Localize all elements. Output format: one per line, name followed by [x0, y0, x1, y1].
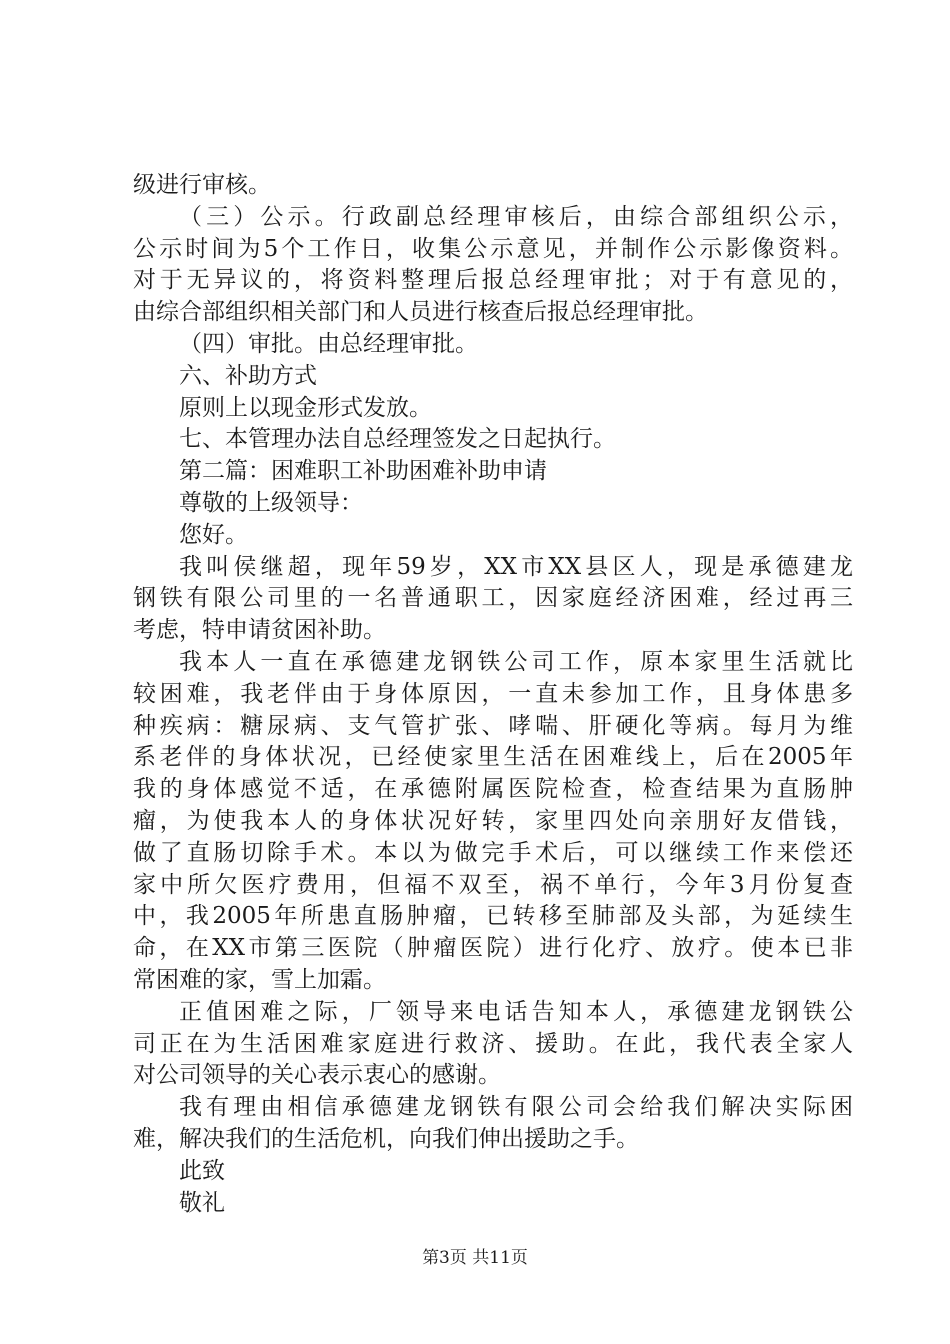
text-line: 由综合部组织相关部门和人员进行核查后报总经理审批。 — [133, 299, 708, 326]
text-line: 原则上以现金形式发放。 — [179, 394, 432, 421]
text-line: 级进行审核。 — [133, 172, 271, 198]
text-line: 考虑，特申请贫困补助。 — [133, 617, 386, 644]
text-line: 正值困难之际，厂领导来电话告知本人，承德建龙钢铁公 — [179, 998, 853, 1025]
text-line: 我叫侯继超，现年59岁，XX市XX县区人，现是承德建龙 — [179, 553, 853, 580]
text-line: 家中所欠医疗费用，但福不双至，祸不单行，今年3月份复查 — [133, 871, 853, 898]
chapter-heading: 第二篇：困难职工补助困难补助申请 — [179, 458, 547, 485]
text-line: 公示时间为5个工作日，收集公示意见，并制作公示影像资料。 — [133, 235, 853, 262]
text-line: 系老伴的身体状况，已经使家里生活在困难线上，后在2005年 — [133, 744, 853, 771]
text-line: 种疾病：糖尿病、支气管扩张、哮喘、肝硬化等病。每月为维 — [133, 712, 853, 739]
text-line: （四）审批。由总经理审批。 — [179, 330, 478, 357]
text-line: 司正在为生活困难家庭进行救济、援助。在此，我代表全家人 — [133, 1030, 853, 1057]
section-heading: 七、本管理办法自总经理签发之日起执行。 — [179, 426, 616, 453]
salutation: 尊敬的上级领导： — [179, 489, 363, 516]
text-line: 我有理由相信承德建龙钢铁有限公司会给我们解决实际困 — [179, 1094, 853, 1121]
text-line: 难，解决我们的生活危机，向我们伸出援助之手。 — [133, 1125, 639, 1152]
text-line: 我的身体感觉不适，在承德附属医院检查，检查结果为直肠肿 — [133, 776, 853, 803]
text-line: 对公司领导的关心表示衷心的感谢。 — [133, 1062, 501, 1089]
text-line: 我本人一直在承德建龙钢铁公司工作，原本家里生活就比 — [179, 648, 853, 675]
text-line: 瘤，为使我本人的身体状况好转，家里四处向亲朋好友借钱， — [133, 807, 853, 834]
text-line: 对于无异议的，将资料整理后报总经理审批；对于有意见的， — [133, 267, 853, 294]
text-line: 较困难，我老伴由于身体原因，一直未参加工作，且身体患多 — [133, 680, 853, 707]
page-number-footer: 第3页 共11页 — [422, 1248, 528, 1268]
closing-line: 敬礼 — [179, 1189, 225, 1216]
text-line: 常困难的家，雪上加霜。 — [133, 966, 386, 993]
text-line: 钢铁有限公司里的一名普通职工，因家庭经济困难，经过再三 — [133, 585, 853, 612]
greeting: 您好。 — [179, 521, 248, 548]
document-body — [133, 170, 853, 1219]
text-line: 命，在XX市第三医院（肿瘤医院）进行化疗、放疗。使本已非 — [133, 935, 853, 962]
text-line: 中，我2005年所患直肠肿瘤，已转移至肺部及头部，为延续生 — [133, 903, 853, 930]
text-line: 做了直肠切除手术。本以为做完手术后，可以继续工作来偿还 — [133, 839, 853, 866]
text-line: （三）公示。行政副总经理审核后，由综合部组织公示， — [179, 203, 853, 230]
closing-line: 此致 — [179, 1157, 225, 1184]
section-heading: 六、补助方式 — [179, 362, 317, 389]
